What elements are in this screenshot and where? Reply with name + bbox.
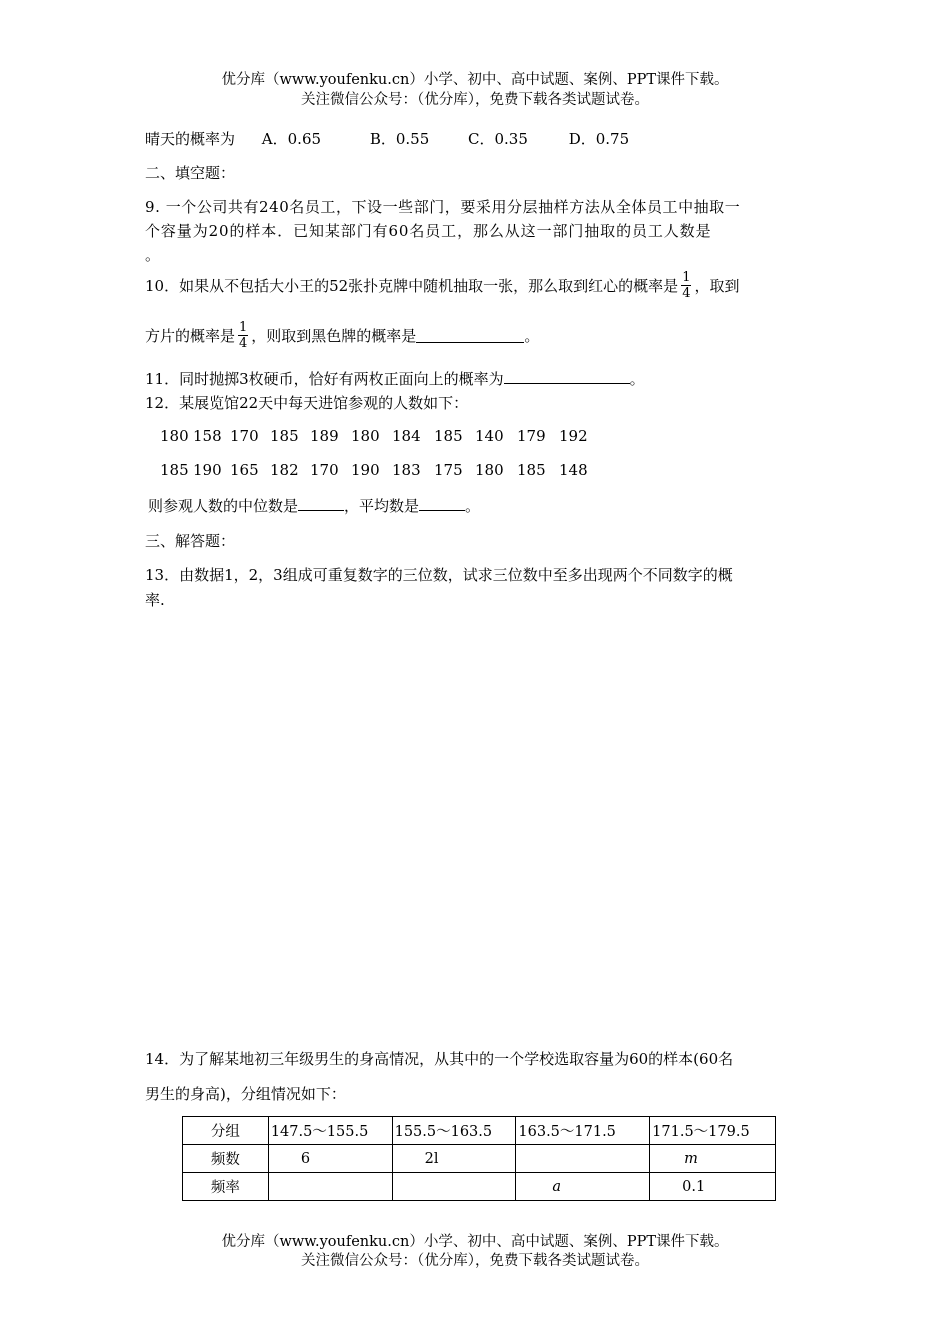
- question-10-text-1: 10．如果从不包括大小王的52张扑克牌中随机抽取一张，那么取到红心的概率是: [145, 277, 679, 295]
- question-11-period: 。: [629, 370, 645, 388]
- fraction-denominator: 4: [682, 286, 691, 301]
- table-cell: [392, 1173, 516, 1201]
- fraction-one-quarter: [238, 320, 248, 351]
- median-question: 则参观人数的中位数是: [148, 497, 299, 515]
- data-value: 190: [193, 461, 222, 479]
- data-value: 180: [160, 427, 189, 445]
- data-value: 180: [351, 427, 380, 445]
- question-12-text: 12．某展览馆22天中每天进馆参观的人数如下：: [145, 394, 469, 412]
- question-14-line-1: 14．为了解某地初三年级男生的身高情况，从其中的一个学校选取容量为60的样本(60名: [145, 1050, 734, 1068]
- data-value: 148: [559, 461, 588, 479]
- data-value: 158: [193, 427, 222, 445]
- data-value: 170: [230, 427, 259, 445]
- answer-blank: [504, 369, 630, 384]
- data-value: 185: [160, 461, 189, 479]
- question-13-line-1: 13．由数据1，2，3组成可重复数字的三位数，试求三位数中至多出现两个不同数字的概: [145, 566, 733, 584]
- data-value: 184: [392, 427, 421, 445]
- table-row: [183, 1145, 776, 1173]
- visitor-counts-row-2: [160, 461, 592, 479]
- answer-blank: [419, 496, 465, 511]
- data-value: 182: [270, 461, 299, 479]
- fraction-numerator: 1: [682, 270, 691, 285]
- fraction-denominator: 4: [239, 336, 248, 351]
- mean-question: ，平均数是: [344, 497, 420, 515]
- data-value: 185: [434, 427, 463, 445]
- question-12-ask: [148, 495, 480, 516]
- table-cell: 6: [268, 1145, 392, 1173]
- question-8-options: [145, 128, 629, 149]
- table-cell: 171.5～179.5: [650, 1117, 776, 1145]
- row-header-relative-frequency: 频率: [183, 1173, 269, 1201]
- row-header-group: 分组: [183, 1117, 269, 1145]
- table-row: [183, 1117, 776, 1145]
- visitor-counts-row-1: [160, 427, 592, 445]
- answer-blank: [416, 328, 524, 343]
- data-value: 175: [434, 461, 463, 479]
- question-10-period: 。: [524, 327, 540, 345]
- table-cell: 155.5～163.5: [392, 1117, 516, 1145]
- table-row: [183, 1173, 776, 1201]
- data-value: 192: [559, 427, 588, 445]
- data-value: 183: [392, 461, 421, 479]
- row-header-frequency: 频数: [183, 1145, 269, 1173]
- question-9-line-2: 个容量为20的样本．已知某部门有60名员工，那么从这一部门抽取的员工人数是: [145, 222, 712, 240]
- data-value: 189: [310, 427, 339, 445]
- question-10-text-1-end: ，取到: [694, 277, 740, 295]
- table-cell: 2l: [392, 1145, 516, 1173]
- data-value: 185: [517, 461, 546, 479]
- question-10-line-1: [145, 270, 739, 301]
- option-d: D．0.75: [568, 130, 630, 148]
- question-11-text: 11．同时抛掷3枚硬币，恰好有两枚正面向上的概率为: [145, 370, 504, 388]
- question-13-line-2: 率.: [145, 591, 165, 609]
- question-10-line-2: [145, 320, 539, 351]
- data-value: 180: [475, 461, 504, 479]
- data-value: 179: [517, 427, 546, 445]
- frequency-table: [182, 1116, 776, 1201]
- table-cell: [268, 1173, 392, 1201]
- question-9-line-1: 9. 一个公司共有240名员工，下设一些部门，要采用分层抽样方法从全体员工中抽取一: [145, 198, 741, 216]
- question-8-stem: 晴天的概率为: [145, 130, 236, 148]
- data-value: 190: [351, 461, 380, 479]
- question-12-period: 。: [465, 497, 481, 515]
- section-2-heading: 二、填空题：: [145, 164, 236, 182]
- fraction-one-quarter: [681, 270, 691, 301]
- table-cell: 163.5～171.5: [516, 1117, 650, 1145]
- option-a: A．0.65: [261, 130, 322, 148]
- data-value: 170: [310, 461, 339, 479]
- question-10-text-2-end: ，则取到黑色牌的概率是: [251, 327, 417, 345]
- header-line-1: 优分库（www.youfenku.cn）小学、初中、高中试题、案例、PPT课件下载。: [221, 72, 729, 88]
- footer-line-2: 关注微信公众号：（优分库），免费下载各类试题试卷。: [301, 1253, 649, 1269]
- answer-blank: [298, 496, 344, 511]
- data-value: 165: [230, 461, 259, 479]
- option-c: C．0.35: [468, 130, 528, 148]
- data-value: 140: [475, 427, 504, 445]
- footer-line-1: 优分库（www.youfenku.cn）小学、初中、高中试题、案例、PPT课件下载。: [221, 1234, 729, 1250]
- question-11: [145, 368, 645, 389]
- question-10-text-2: 方片的概率是: [145, 327, 236, 345]
- table-cell: 147.5～155.5: [268, 1117, 392, 1145]
- question-9-line-3: 。: [145, 246, 161, 264]
- table-cell: m: [650, 1145, 776, 1173]
- table-cell: 0.1: [650, 1173, 776, 1201]
- data-value: 185: [270, 427, 299, 445]
- fraction-numerator: 1: [239, 320, 248, 335]
- question-14-line-2: 男生的身高)，分组情况如下：: [145, 1085, 346, 1103]
- table-cell: a: [516, 1173, 650, 1201]
- table-cell: [516, 1145, 650, 1173]
- option-b: B．0.55: [369, 130, 430, 148]
- header-line-2: 关注微信公众号：（优分库），免费下载各类试题试卷。: [301, 92, 649, 108]
- section-3-heading: 三、解答题：: [145, 532, 236, 550]
